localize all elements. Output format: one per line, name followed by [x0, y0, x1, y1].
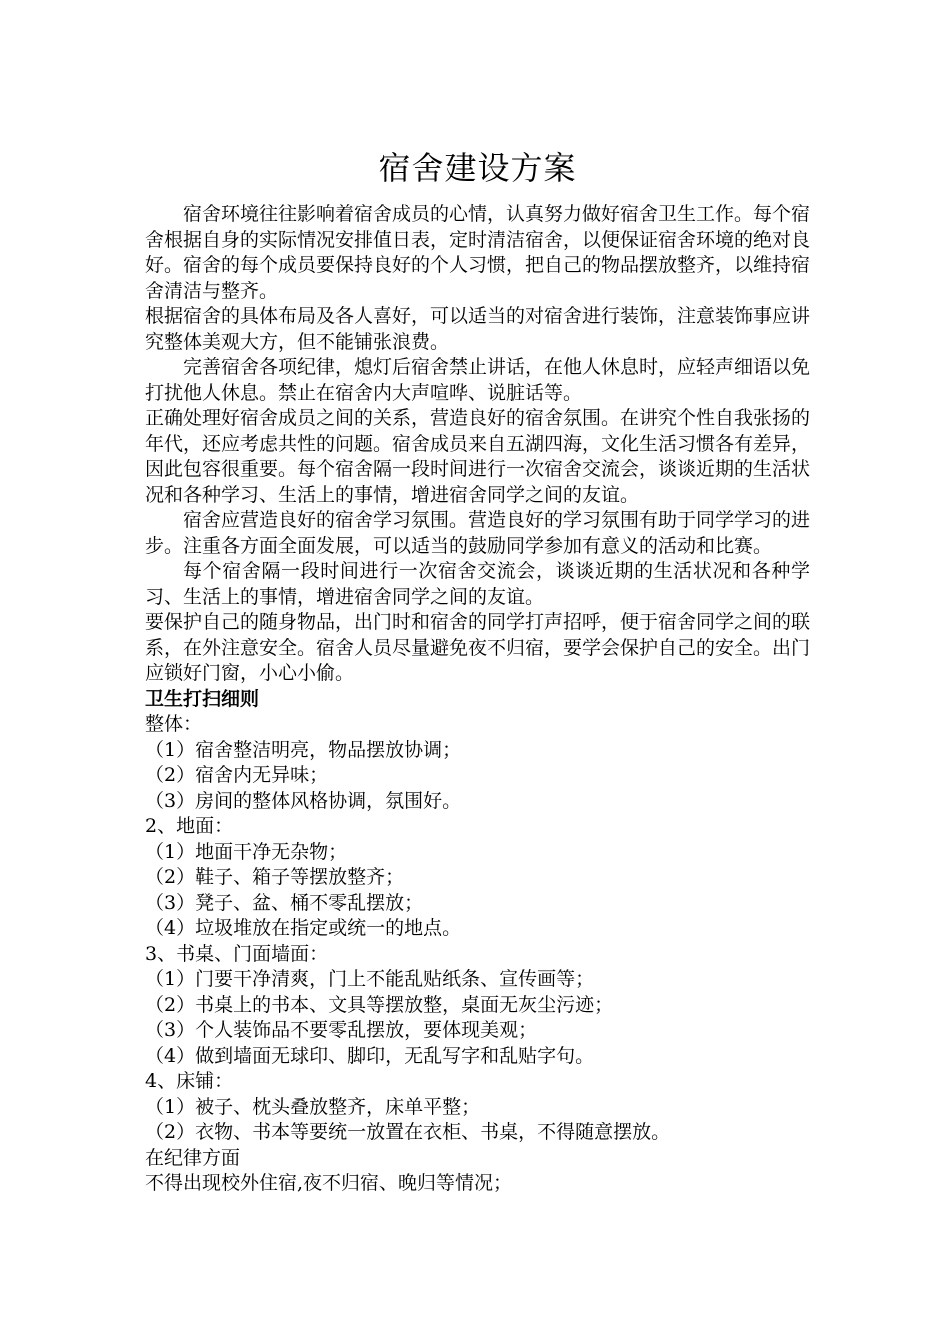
list-item: （4）垃圾堆放在指定或统一的地点。 [145, 917, 462, 939]
list-item: 4、床铺： [145, 1070, 234, 1092]
cleaning-rules-list [145, 712, 810, 1197]
paragraph-discipline: 完善宿舍各项纪律，熄灯后宿舍禁止讲话，在他人休息时，应轻声细语以免打扰他人休息。禁止在宿舍内大声喧哗、说脏话等。 [145, 356, 811, 404]
list-item: （2）宿舍内无异味； [145, 764, 329, 786]
page-title: 宿舍建设方案 [378, 149, 577, 187]
paragraph-exchange-meeting: 每个宿舍隔一段时间进行一次宿舍交流会，谈谈近期的生活状况和各种学习、生活上的事情，增进宿舍同学之间的友谊。 [145, 560, 810, 608]
list-item: （1）被子、枕头叠放整齐，床单平整； [145, 1095, 481, 1118]
list-item: 不得出现校外住宿,夜不归宿、晚归等情况； [145, 1172, 513, 1194]
list-item: 在纪律方面 [145, 1146, 241, 1169]
list-item: （3）房间的整体风格协调，氛围好。 [145, 789, 462, 812]
paragraph-decoration: 根据宿舍的具体布局及各人喜好，可以适当的对宿舍进行装饰，注意装饰事应讲究整体美观大方，但不能铺张浪费。 [145, 305, 811, 353]
list-item: （4）做到墙面无球印、脚印，无乱写字和乱贴字句。 [145, 1044, 595, 1067]
paragraph-study-atmosphere: 宿舍应营造良好的宿舍学习氛围。营造良好的学习氛围有助于同学学习的进步。注重各方面全面发展，可以适当的鼓励同学参加有意义的活动和比赛。 [145, 509, 811, 557]
list-item: （1）门要干净清爽，门上不能乱贴纸条、宣传画等； [145, 968, 595, 990]
list-item: 2、地面： [145, 815, 234, 837]
paragraph-hygiene: 宿舍环境往往影响着宿舍成员的心情，认真努力做好宿舍卫生工作。每个宿舍根据自身的实际情况安排值日表，定时清洁宿舍，以便保证宿舍环境的绝对良好。宿舍的每个成员要保持良好的个人习惯，把自己的物品摆放整齐，以维持宿舍清洁与整齐。 [145, 203, 811, 302]
paragraph-relationships: 正确处理好宿舍成员之间的关系，营造良好的宿舍氛围。在讲究个性自我张扬的年代，还应考虑共性的问题。宿舍成员来自五湖四海，文化生活习惯各有差异，因此包容很重要。每个宿舍隔一段时间进行一次宿舍交流会，谈谈近期的生活状况和各种学习、生活上的事情，增进宿舍同学之间的友谊。 [145, 407, 811, 506]
list-item: 整体： [145, 713, 203, 735]
list-item: （2）衣物、书本等要统一放置在衣柜、书桌，不得随意摆放。 [145, 1121, 671, 1143]
list-item: （1）宿舍整洁明亮，物品摆放协调； [145, 738, 462, 761]
list-item: 3、书桌、门面墙面： [145, 942, 329, 965]
paragraph-safety: 要保护自己的随身物品，出门时和宿舍的同学打声招呼，便于宿舍同学之间的联系，在外注意安全。宿舍人员尽量避免夜不归宿，要学会保护自己的安全。出门应锁好门窗，小心小偷。 [145, 611, 811, 684]
document-page [145, 140, 810, 1197]
list-item: （3）凳子、盆、桶不零乱摆放； [145, 891, 424, 914]
list-item: （2）鞋子、箱子等摆放整齐； [145, 866, 405, 888]
section-heading-cleaning-rules: 卫生打扫细则 [145, 687, 260, 710]
list-item: （1）地面干净无杂物； [145, 840, 348, 863]
list-item: （2）书桌上的书本、文具等摆放整，桌面无灰尘污迹； [145, 993, 614, 1016]
list-item: （3）个人装饰品不要零乱摆放，要体现美观； [145, 1019, 538, 1041]
